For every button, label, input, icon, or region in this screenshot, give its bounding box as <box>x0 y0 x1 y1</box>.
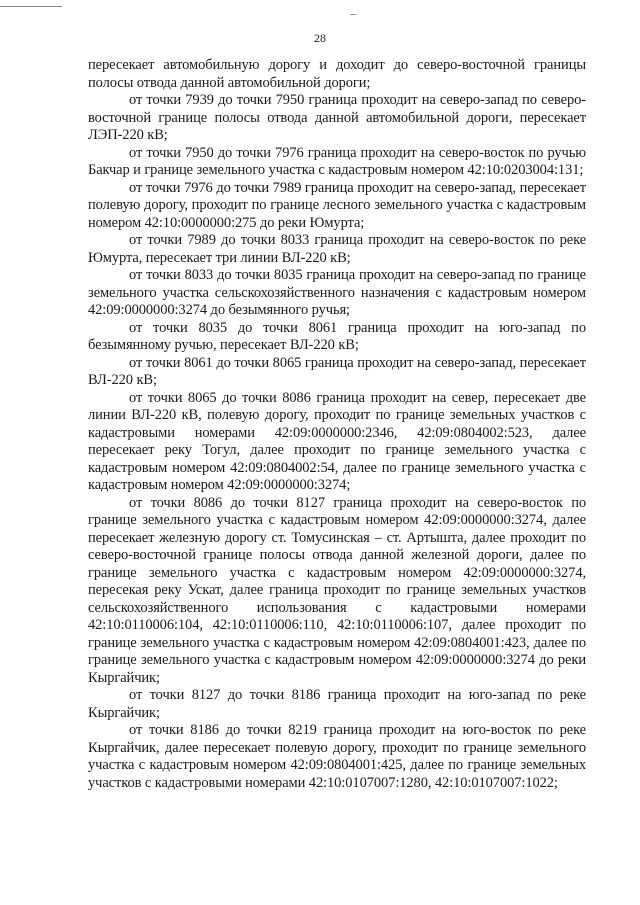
paragraph-8065-8086: от точки 8065 до точки 8086 граница проходит на север, пересекает две линии ВЛ-220 кВ, полевую дорогу, проходит по границе земельных участков с кадастровыми номерами 42:09:0000000:2346, 42:09:0804002:523, далее пересекает реку Тогул, далее проходит по границе земельного участка с кадастровым номером 42:09:0804002:54, далее по границе земельного участка с кадастровым номером 42:09:0000000:3274; <box>88 389 586 493</box>
paragraph-8086-8127: от точки 8086 до точки 8127 граница проходит на северо-восток по границе земельного участка с кадастровым номером 42:09:0000000:3274, далее пересекает железную дорогу ст. Томусинская – ст. Артышта, далее проходит по северо-восточной границе полосы отвода данной железной дороги, далее по границе земельного участка с кадастровым номером 42:09:0000000:3274, пересекая реку Ускат, далее граница проходит по границе земельных участков сельскохозяйственного использования с кадастровыми номерами 42:10:0110006:104, 42:10:0110006:110, 42:10:0110006:107, далее проходит по границе земельного участка с кадастровым номером 42:09:0804001:423, далее по границе земельного участка с кадастровым номером 42:09:0000000:3274 до реки Кыргайчик; <box>88 494 586 686</box>
paragraph-7989-8033: от точки 7989 до точки 8033 граница проходит на северо-восток по реке Юмурта, пересекает три линии ВЛ-220 кВ; <box>88 232 586 266</box>
paragraph-continuation: пересекает автомобильную дорогу и доходит до северо-восточной границы полосы отвода данной автомобильной дороги; <box>88 57 586 91</box>
paragraph-8186-8219: от точки 8186 до точки 8219 граница проходит на юго-восток по реке Кыргайчик, далее пересекает полевую дорогу, проходит по границе земельного участка с кадастровым номером 42:09:0804001:425, далее по границе земельных участков с кадастровыми номерами 42:10:0107007:1280, 42:10:0107007:1022; <box>88 722 586 791</box>
document-body <box>88 57 586 792</box>
paragraph-7950-7976: от точки 7950 до точки 7976 граница проходит на северо-восток по ручью Бакчар и границе земельного участка с кадастровым номером 42:10:0203004:131; <box>88 144 586 178</box>
paragraph-8127-8186: от точки 8127 до точки 8186 граница проходит на юго-запад по реке Кыргайчик; <box>88 687 586 721</box>
paragraph-8061-8065: от точки 8061 до точки 8065 граница проходит на северо-запад, пересекает ВЛ-220 кВ; <box>88 354 586 388</box>
paragraph-7976-7989: от точки 7976 до точки 7989 граница проходит на северо-запад, пересекает полевую дорогу, проходит по границе лесного земельного участка с кадастровым номером 42:10:0000000:275 до реки Юмурта; <box>88 179 586 231</box>
page-number: 28 <box>314 31 326 45</box>
scan-mark <box>350 14 356 15</box>
paragraph-7939-7950: от точки 7939 до точки 7950 граница проходит на северо-запад по северо-восточной границе полосы отвода данной автомобильной дороги, пересекает ЛЭП-220 кВ; <box>88 92 586 143</box>
top-edge-rule <box>0 6 62 7</box>
paragraph-8033-8035: от точки 8033 до точки 8035 граница проходит на северо-запад по границе земельного участка сельскохозяйственного назначения с кадастровым номером 42:09:0000000:3274 до безымянного ручья; <box>88 267 586 318</box>
paragraph-8035-8061: от точки 8035 до точки 8061 граница проходит на юго-запад по безымянному ручью, пересекает ВЛ-220 кВ; <box>88 319 586 353</box>
